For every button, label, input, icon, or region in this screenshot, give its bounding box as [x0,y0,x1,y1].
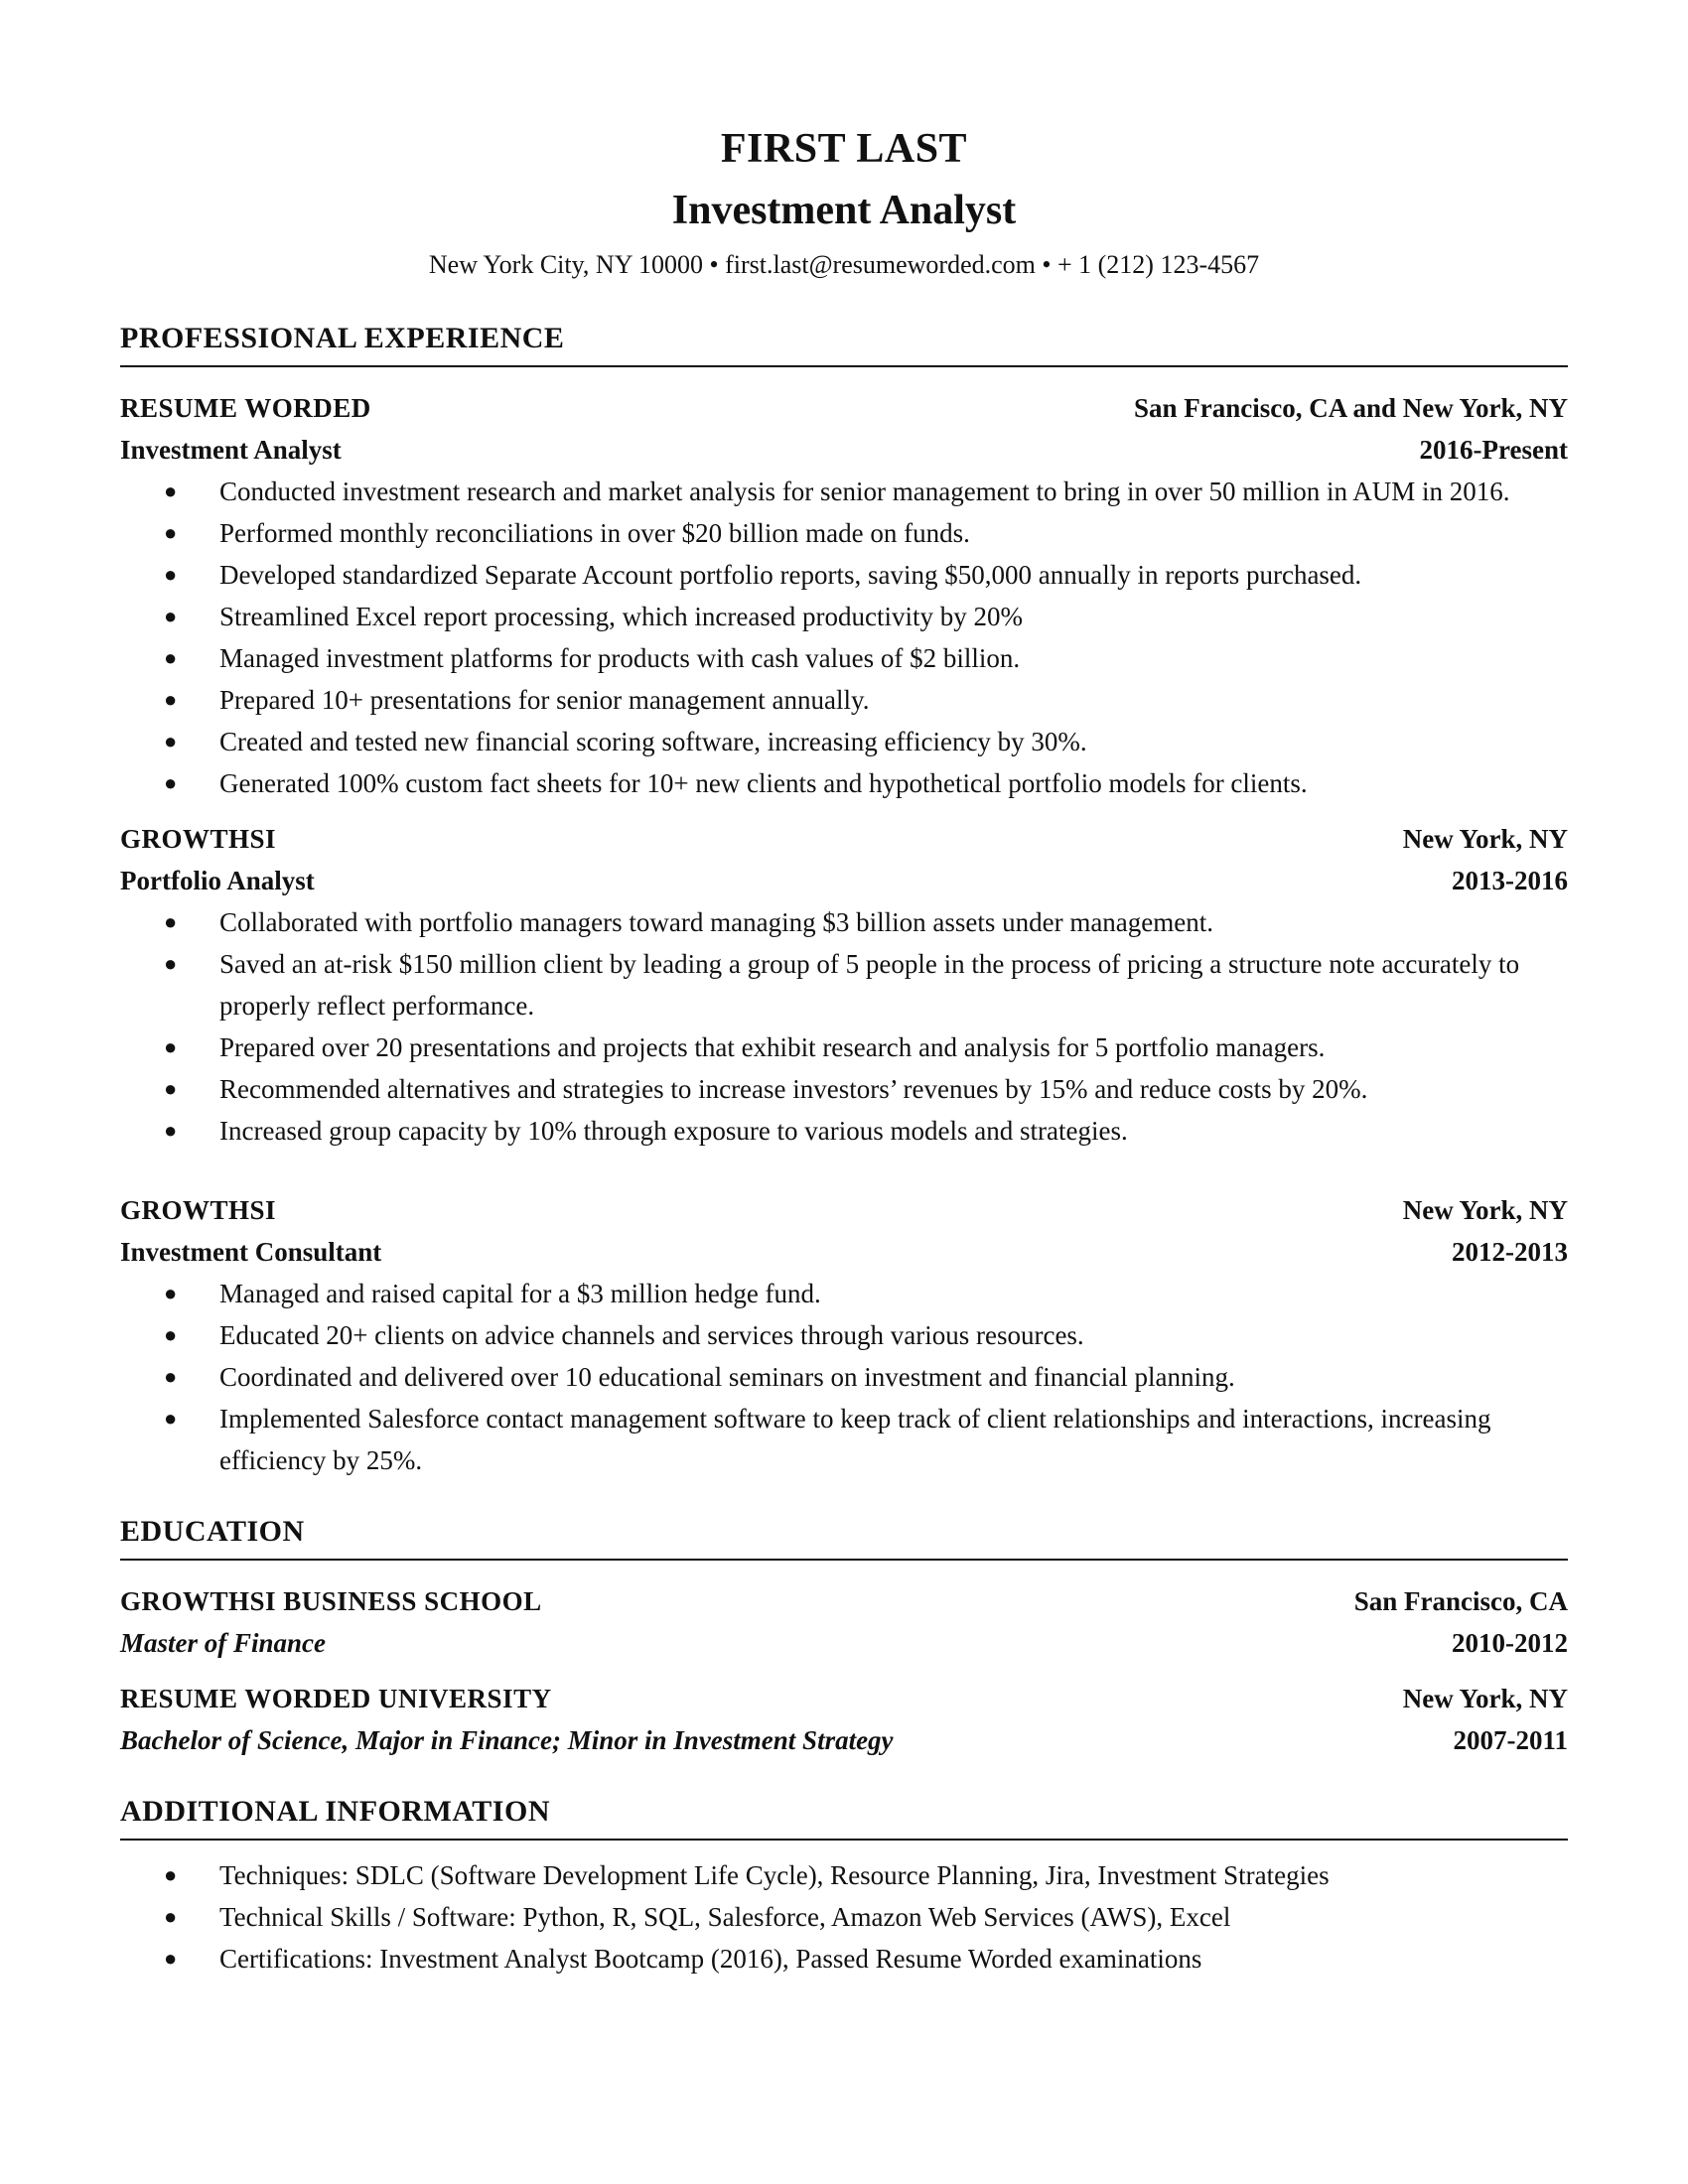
bullet-icon: ● [164,1322,178,1347]
list-item: ● Performed monthly reconciliations in over $20 billion made on funds. [120,512,1568,554]
school-location: San Francisco, CA [1353,1586,1568,1616]
list-item: ● Implemented Salesforce contact management software to keep track of client relationships and interactions, increasing efficiency by 25%. [120,1398,1568,1481]
list-item: ● Developed standardized Separate Account portfolio reports, saving $50,000 annually in reports purchased. [120,554,1568,596]
education-section [120,1513,1568,1761]
bullet-icon: ● [164,951,178,976]
list-item: ● Educated 20+ clients on advice channels and services through various resources. [120,1314,1568,1356]
bullet-icon: ● [164,645,178,670]
job-bullets [120,471,1568,804]
job-dates: 2013-2016 [1452,866,1568,895]
job-bullets [120,1273,1568,1481]
resume-header [120,123,1568,282]
list-item: ● Techniques: SDLC (Software Development Life Cycle), Resource Planning, Jira, Investment Strategies [120,1854,1568,1896]
bullet-icon: ● [164,1281,178,1305]
resume-page [120,0,1568,1979]
education-entry [120,1678,1568,1761]
list-item: ● Coordinated and delivered over 10 educational seminars on investment and financial planning. [120,1356,1568,1398]
company-name: RESUME WORDED [120,393,371,423]
job-role: Portfolio Analyst [120,866,315,895]
list-item: ● Saved an at-risk $150 million client by leading a group of 5 people in the process of pricing a structure note accurately to properly reflect performance. [120,943,1568,1026]
bullet-icon: ● [164,770,178,795]
degree: Master of Finance [120,1628,327,1658]
job-bullets [120,901,1568,1152]
bullet-icon: ● [164,562,178,587]
additional-bullets [120,1854,1568,1979]
education-dates: 2010-2012 [1452,1628,1568,1658]
job-dates: 2016-Present [1419,435,1568,465]
bullet-icon: ● [164,604,178,628]
list-item: ● Streamlined Excel report processing, which increased productivity by 20% [120,596,1568,637]
list-item: ● Managed investment platforms for products with cash values of $2 billion. [120,637,1568,679]
bullet-icon: ● [164,687,178,712]
list-item: ● Created and tested new financial scoring software, increasing efficiency by 30%. [120,721,1568,762]
school-name: GROWTHSI BUSINESS SCHOOL [120,1586,542,1616]
company-name: GROWTHSI [120,1195,277,1225]
job-dates: 2012-2013 [1452,1237,1568,1267]
bullet-icon: ● [164,909,178,934]
list-item: ● Increased group capacity by 10% through exposure to various models and strategies. [120,1110,1568,1152]
degree: Bachelor of Science, Major in Finance; Minor in Investment Strategy [120,1725,894,1755]
list-item: ● Collaborated with portfolio managers toward managing $3 billion assets under management. [120,901,1568,943]
education-entry [120,1580,1568,1664]
list-item: ● Prepared 10+ presentations for senior management annually. [120,679,1568,721]
candidate-name: FIRST LAST [720,126,968,172]
contact-line: New York City, NY 10000 • first.last@resumeworded.com • + 1 (212) 123-4567 [428,250,1260,279]
list-item: ● Managed and raised capital for a $3 million hedge fund. [120,1273,1568,1314]
bullet-icon: ● [164,1406,178,1431]
company-name: GROWTHSI [120,824,277,854]
bullet-icon: ● [164,1904,178,1929]
bullet-icon: ● [164,1118,178,1143]
bullet-icon: ● [164,520,178,545]
job-entry [120,387,1568,804]
list-item: ● Technical Skills / Software: Python, R, SQL, Salesforce, Amazon Web Services (AWS), Excel [120,1896,1568,1938]
job-location: New York, NY [1402,824,1568,854]
bullet-icon: ● [164,729,178,753]
bullet-icon: ● [164,478,178,503]
job-role: Investment Analyst [120,435,342,465]
bullet-icon: ● [164,1364,178,1389]
school-location: New York, NY [1402,1684,1568,1713]
list-item: ● Certifications: Investment Analyst Bootcamp (2016), Passed Resume Worded examinations [120,1938,1568,1979]
section-heading-education: EDUCATION [120,1513,1568,1561]
list-item: ● Generated 100% custom fact sheets for 10+ new clients and hypothetical portfolio models for clients. [120,762,1568,804]
job-entry [120,818,1568,1152]
section-heading-experience: PROFESSIONAL EXPERIENCE [120,320,1568,367]
list-item: ● Conducted investment research and market analysis for senior management to bring in over 50 million in AUM in 2016. [120,471,1568,512]
bullet-icon: ● [164,1862,178,1887]
job-role: Investment Consultant [120,1237,382,1267]
list-item: ● Prepared over 20 presentations and projects that exhibit research and analysis for 5 portfolio managers. [120,1026,1568,1068]
job-entry [120,1189,1568,1481]
experience-section [120,320,1568,1481]
section-heading-additional: ADDITIONAL INFORMATION [120,1793,1568,1841]
job-location: San Francisco, CA and New York, NY [1133,393,1568,423]
bullet-icon: ● [164,1946,178,1971]
school-name: RESUME WORDED UNIVERSITY [120,1684,552,1713]
job-location: New York, NY [1402,1195,1568,1225]
list-item: ● Recommended alternatives and strategies to increase investors’ revenues by 15% and reduce costs by 20%. [120,1068,1568,1110]
education-dates: 2007-2011 [1453,1725,1568,1755]
bullet-icon: ● [164,1076,178,1101]
candidate-title: Investment Analyst [671,188,1017,233]
bullet-icon: ● [164,1034,178,1059]
additional-section [120,1793,1568,1979]
